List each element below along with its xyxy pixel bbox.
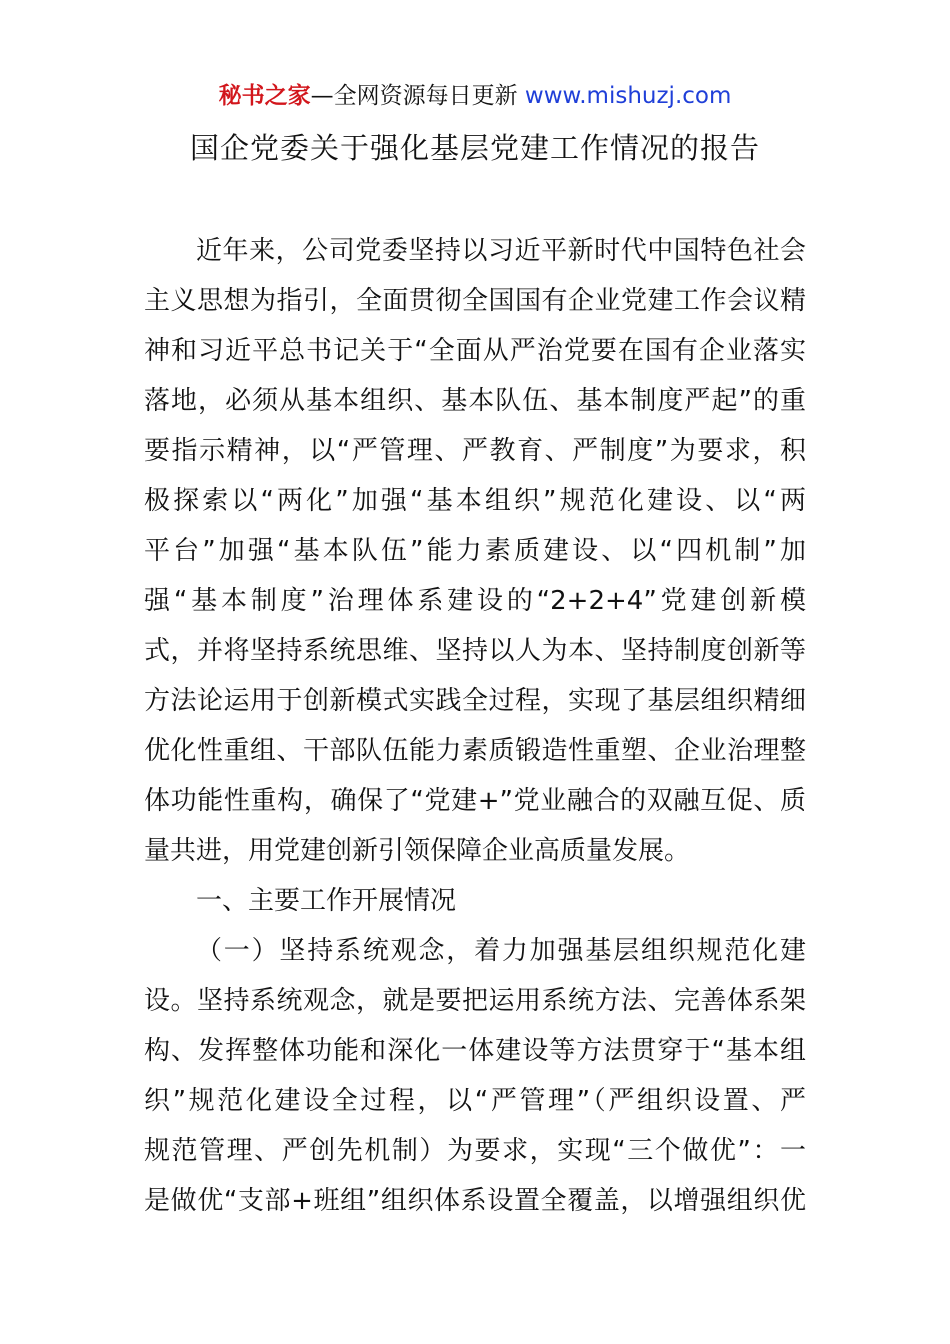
paragraph-line: 方法论运用于创新模式实践全过程，实现了基层组织精细 bbox=[144, 686, 806, 716]
paragraph-line: 神和习近平总书记关于“全面从严治党要在国有企业落实 bbox=[144, 336, 806, 366]
site-url-link[interactable]: www.mishuzj.com bbox=[524, 83, 732, 109]
brand-name: 秘书之家 bbox=[218, 83, 311, 109]
paragraph-line: 是做优“支部+班组”组织体系设置全覆盖，以增强组织优 bbox=[144, 1186, 806, 1216]
paragraph-line: 体功能性重构，确保了“党建+”党业融合的双融互促、质 bbox=[144, 786, 806, 816]
section-heading: 一、主要工作开展情况 bbox=[196, 886, 457, 916]
paragraph-line: 要指示精神，以“严管理、严教育、严制度”为要求，积 bbox=[144, 436, 806, 466]
paragraph-line: 量共进，用党建创新引领保障企业高质量发展。 bbox=[144, 836, 691, 866]
paragraph-line: 强“基本制度”治理体系建设的“2+2+4”党建创新模 bbox=[144, 586, 806, 616]
paragraph-line: 构、发挥整体功能和深化一体建设等方法贯穿于“基本组 bbox=[144, 1036, 806, 1066]
paragraph-line: 落地，必须从基本组织、基本队伍、基本制度严起”的重 bbox=[144, 386, 806, 416]
site-banner bbox=[0, 80, 950, 112]
paragraph-line: 式，并将坚持系统思维、坚持以人为本、坚持制度创新等 bbox=[144, 636, 806, 666]
paragraph-line: 规范管理、严创先机制）为要求，实现“三个做优”：一 bbox=[144, 1136, 806, 1166]
paragraph-line: 极探索以“两化”加强“基本组织”规范化建设、以“两 bbox=[144, 486, 806, 516]
paragraph-line: 设。坚持系统观念，就是要把运用系统方法、完善体系架 bbox=[144, 986, 806, 1016]
paragraph-line: 优化性重组、干部队伍能力素质锻造性重塑、企业治理整 bbox=[144, 736, 806, 766]
paragraph-line: 主义思想为指引，全面贯彻全国国有企业党建工作会议精 bbox=[144, 286, 806, 316]
paragraph-line: （一）坚持系统观念，着力加强基层组织规范化建 bbox=[196, 936, 806, 966]
document-title: 国企党委关于强化基层党建工作情况的报告 bbox=[189, 131, 760, 165]
document-body bbox=[144, 226, 806, 1226]
banner-tagline: —全网资源每日更新 bbox=[310, 83, 525, 109]
paragraph-line: 近年来，公司党委坚持以习近平新时代中国特色社会 bbox=[196, 236, 806, 266]
paragraph-line: 织”规范化建设全过程，以“严管理”（严组织设置、严 bbox=[144, 1086, 806, 1116]
paragraph-line: 平台”加强“基本队伍”能力素质建设、以“四机制”加 bbox=[144, 536, 806, 566]
